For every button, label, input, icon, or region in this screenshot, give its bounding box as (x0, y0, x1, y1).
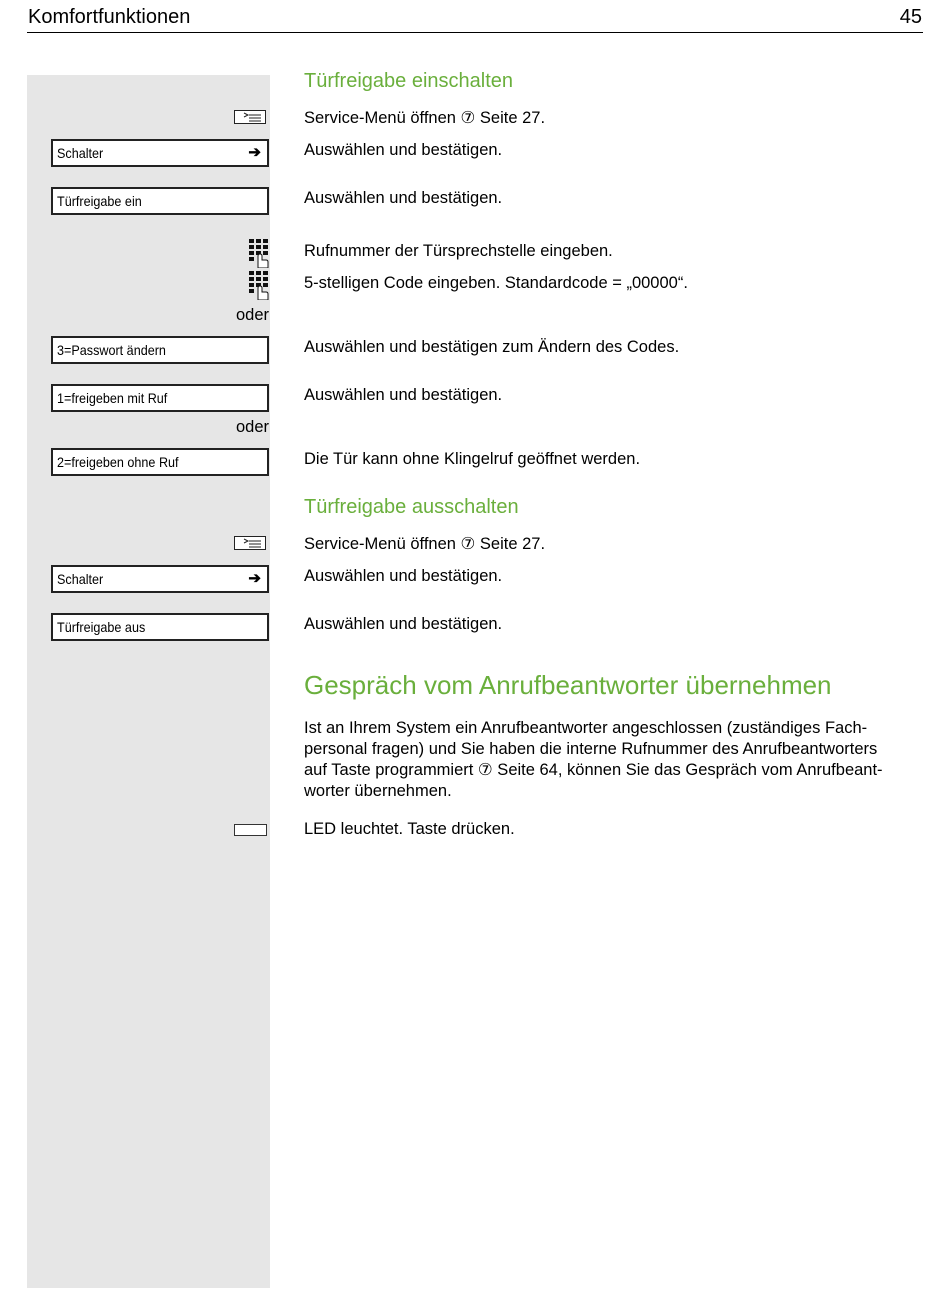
menu-key-label: 2=freigeben ohne Ruf (57, 454, 179, 470)
section-paragraph (304, 718, 924, 802)
service-menu-icon (234, 110, 266, 124)
or-label: oder (235, 306, 269, 324)
paragraph-line: personal fragen) und Sie haben die interne Rufnummer des Anrufbeantworters (304, 740, 878, 758)
menu-key-passwort-aendern[interactable] (51, 336, 269, 364)
menu-key-schalter[interactable] (51, 565, 269, 593)
step-select-confirm: Auswählen und bestätigen. (304, 141, 503, 159)
service-menu-icon (234, 536, 266, 550)
paragraph-line: auf Taste programmiert ⑦ Seite 64, können Sie das Gespräch vom Anrufbeant- (304, 761, 883, 779)
step-open-service-menu: Service-Menü öffnen ⑦ Seite 27. (304, 535, 546, 553)
menu-key-label: Türfreigabe aus (57, 619, 146, 635)
menu-key-label: Schalter (57, 571, 104, 587)
or-label: oder (235, 418, 269, 436)
step-enter-code: 5-stelligen Code eingeben. Standardcode = „00000“. (304, 274, 688, 292)
arrow-right-icon: ➔ (248, 570, 261, 587)
keypad-icon (248, 238, 270, 268)
step-select-confirm: Auswählen und bestätigen. (304, 386, 503, 404)
led-key-icon[interactable] (234, 824, 267, 836)
step-open-service-menu: Service-Menü öffnen ⑦ Seite 27. (304, 109, 546, 127)
left-column (27, 75, 270, 1288)
step-open-without-ring: Die Tür kann ohne Klingelruf geöffnet werden. (304, 450, 641, 468)
page-header-title: Komfortfunktionen (28, 6, 191, 28)
paragraph-line: Ist an Ihrem System ein Anrufbeantworter angeschlossen (zuständiges Fach- (304, 719, 868, 737)
menu-key-label: 1=freigeben mit Ruf (57, 390, 168, 406)
header-divider (27, 32, 923, 33)
step-select-confirm: Auswählen und bestätigen. (304, 615, 503, 633)
step-select-confirm: Auswählen und bestätigen. (304, 189, 503, 207)
section-title-anrufbeantworter: Gespräch vom Anrufbeantworter übernehmen (304, 670, 832, 700)
menu-key-schalter[interactable] (51, 139, 269, 167)
menu-key-freigeben-mit-ruf[interactable] (51, 384, 269, 412)
section-title-tuerfreigabe-ein: Türfreigabe einschalten (304, 70, 514, 92)
section-title-tuerfreigabe-aus: Türfreigabe ausschalten (304, 496, 519, 518)
menu-key-label: Schalter (57, 145, 104, 161)
step-change-code: Auswählen und bestätigen zum Ändern des Codes. (304, 338, 680, 356)
arrow-right-icon: ➔ (248, 144, 261, 161)
page-number: 45 (899, 6, 922, 28)
step-select-confirm: Auswählen und bestätigen. (304, 567, 503, 585)
keypad-icon (248, 270, 270, 300)
step-enter-door-number: Rufnummer der Türsprechstelle eingeben. (304, 242, 613, 260)
menu-key-label: Türfreigabe ein (57, 193, 142, 209)
menu-key-tuerfreigabe-ein[interactable] (51, 187, 269, 215)
menu-key-freigeben-ohne-ruf[interactable] (51, 448, 269, 476)
menu-key-tuerfreigabe-aus[interactable] (51, 613, 269, 641)
step-press-led-key: LED leuchtet. Taste drücken. (304, 820, 515, 838)
paragraph-line: worter übernehmen. (304, 782, 452, 800)
menu-key-label: 3=Passwort ändern (57, 342, 166, 358)
